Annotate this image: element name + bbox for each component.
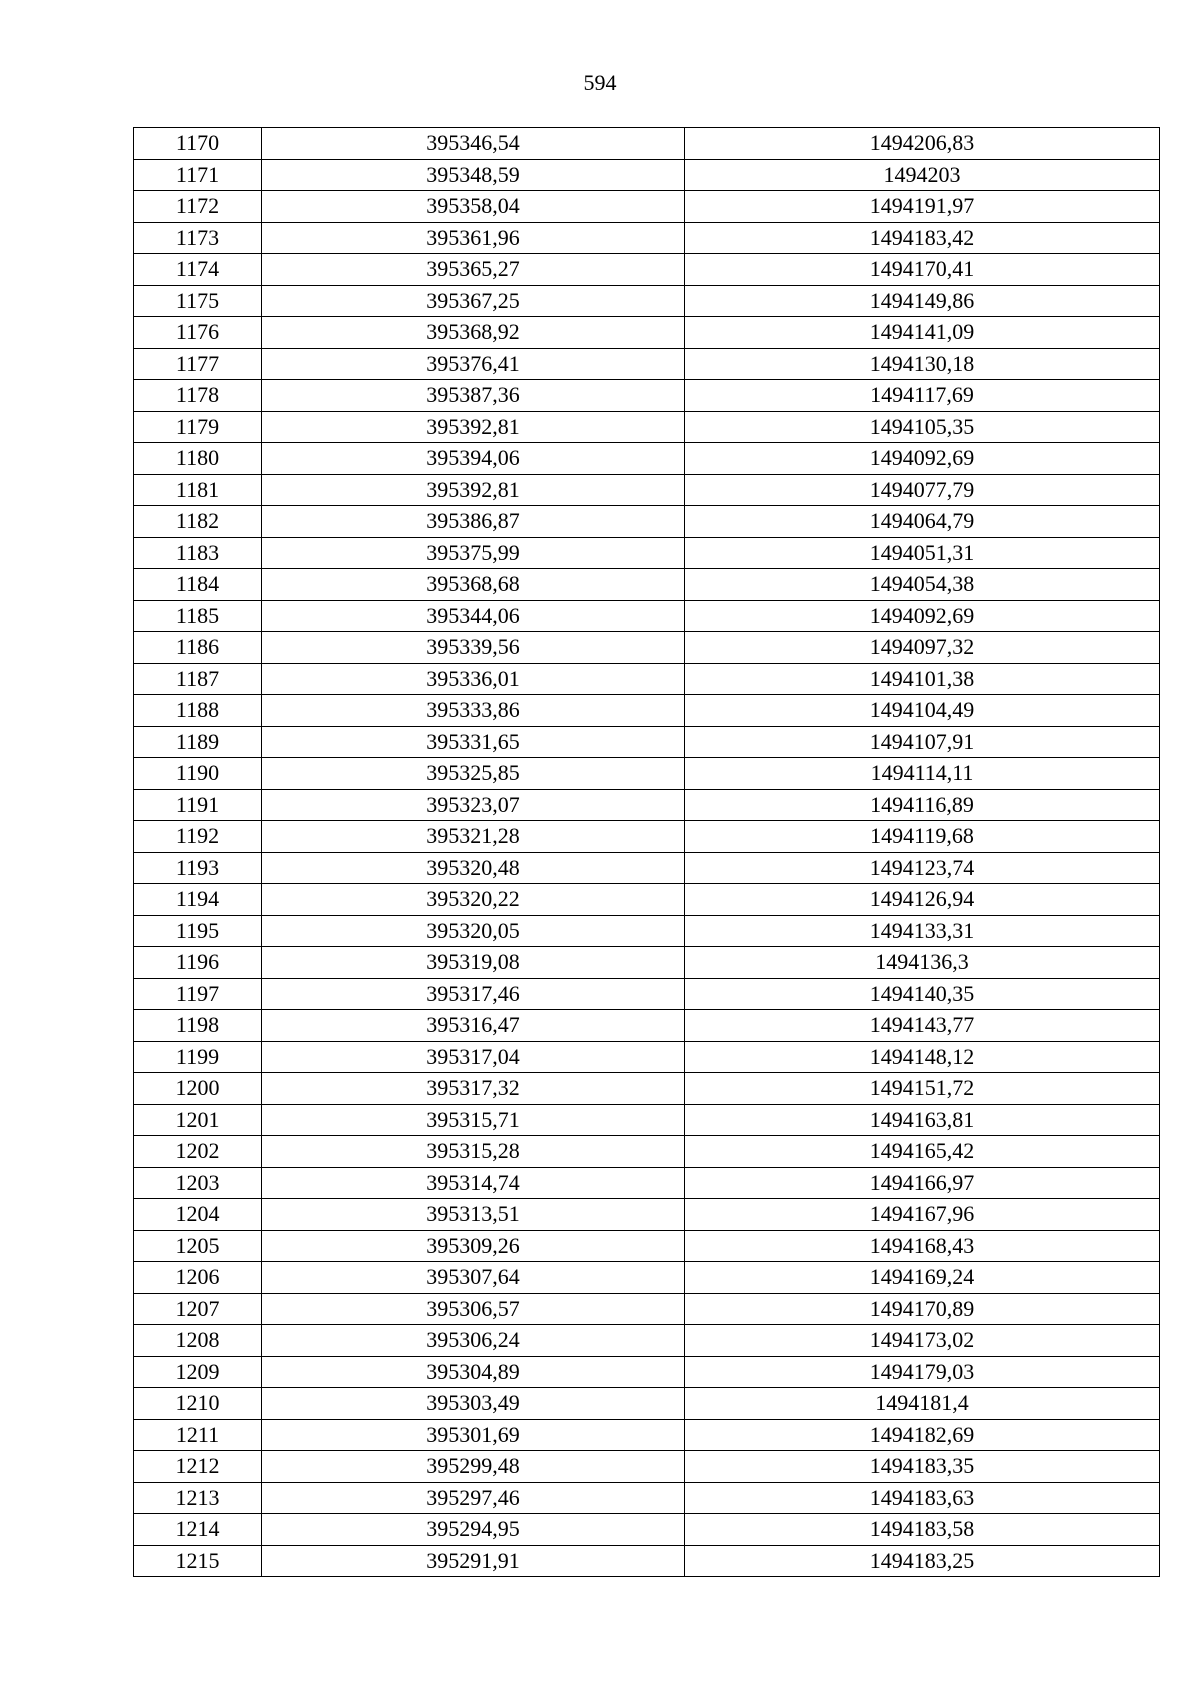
table-row bbox=[134, 1514, 1160, 1546]
point-number-cell: 1205 bbox=[134, 1230, 262, 1262]
table-row bbox=[134, 1073, 1160, 1105]
coordinates-table-body bbox=[134, 128, 1160, 1577]
table-row bbox=[134, 222, 1160, 254]
table-row bbox=[134, 1136, 1160, 1168]
table-row bbox=[134, 569, 1160, 601]
table-row bbox=[134, 1293, 1160, 1325]
table-row bbox=[134, 474, 1160, 506]
table-row bbox=[134, 411, 1160, 443]
table-row bbox=[134, 1545, 1160, 1577]
y-coordinate-cell: 1494141,09 bbox=[685, 317, 1160, 349]
y-coordinate-cell: 1494148,12 bbox=[685, 1041, 1160, 1073]
table-row bbox=[134, 191, 1160, 223]
coordinates-table bbox=[133, 127, 1160, 1577]
x-coordinate-cell: 395375,99 bbox=[262, 537, 685, 569]
point-number-cell: 1194 bbox=[134, 884, 262, 916]
table-row bbox=[134, 1104, 1160, 1136]
point-number-cell: 1174 bbox=[134, 254, 262, 286]
x-coordinate-cell: 395344,06 bbox=[262, 600, 685, 632]
x-coordinate-cell: 395336,01 bbox=[262, 663, 685, 695]
point-number-cell: 1188 bbox=[134, 695, 262, 727]
table-row bbox=[134, 695, 1160, 727]
point-number-cell: 1203 bbox=[134, 1167, 262, 1199]
y-coordinate-cell: 1494183,58 bbox=[685, 1514, 1160, 1546]
x-coordinate-cell: 395325,85 bbox=[262, 758, 685, 790]
table-row bbox=[134, 632, 1160, 664]
y-coordinate-cell: 1494183,25 bbox=[685, 1545, 1160, 1577]
page-number: 594 bbox=[583, 70, 617, 95]
y-coordinate-cell: 1494151,72 bbox=[685, 1073, 1160, 1105]
y-coordinate-cell: 1494116,89 bbox=[685, 789, 1160, 821]
y-coordinate-cell: 1494104,49 bbox=[685, 695, 1160, 727]
table-row bbox=[134, 254, 1160, 286]
point-number-cell: 1201 bbox=[134, 1104, 262, 1136]
y-coordinate-cell: 1494165,42 bbox=[685, 1136, 1160, 1168]
table-row bbox=[134, 758, 1160, 790]
y-coordinate-cell: 1494140,35 bbox=[685, 978, 1160, 1010]
x-coordinate-cell: 395314,74 bbox=[262, 1167, 685, 1199]
table-row bbox=[134, 663, 1160, 695]
point-number-cell: 1192 bbox=[134, 821, 262, 853]
y-coordinate-cell: 1494183,35 bbox=[685, 1451, 1160, 1483]
x-coordinate-cell: 395339,56 bbox=[262, 632, 685, 664]
table-row bbox=[134, 317, 1160, 349]
table-row bbox=[134, 852, 1160, 884]
point-number-cell: 1187 bbox=[134, 663, 262, 695]
point-number-cell: 1211 bbox=[134, 1419, 262, 1451]
y-coordinate-cell: 1494107,91 bbox=[685, 726, 1160, 758]
x-coordinate-cell: 395392,81 bbox=[262, 411, 685, 443]
table-row bbox=[134, 1167, 1160, 1199]
y-coordinate-cell: 1494179,03 bbox=[685, 1356, 1160, 1388]
x-coordinate-cell: 395307,64 bbox=[262, 1262, 685, 1294]
table-row bbox=[134, 1230, 1160, 1262]
x-coordinate-cell: 395319,08 bbox=[262, 947, 685, 979]
y-coordinate-cell: 1494182,69 bbox=[685, 1419, 1160, 1451]
table-row bbox=[134, 128, 1160, 160]
y-coordinate-cell: 1494105,35 bbox=[685, 411, 1160, 443]
point-number-cell: 1198 bbox=[134, 1010, 262, 1042]
y-coordinate-cell: 1494130,18 bbox=[685, 348, 1160, 380]
x-coordinate-cell: 395291,91 bbox=[262, 1545, 685, 1577]
x-coordinate-cell: 395301,69 bbox=[262, 1419, 685, 1451]
point-number-cell: 1199 bbox=[134, 1041, 262, 1073]
x-coordinate-cell: 395361,96 bbox=[262, 222, 685, 254]
table-row bbox=[134, 821, 1160, 853]
x-coordinate-cell: 395386,87 bbox=[262, 506, 685, 538]
y-coordinate-cell: 1494173,02 bbox=[685, 1325, 1160, 1357]
point-number-cell: 1200 bbox=[134, 1073, 262, 1105]
point-number-cell: 1176 bbox=[134, 317, 262, 349]
point-number-cell: 1206 bbox=[134, 1262, 262, 1294]
y-coordinate-cell: 1494181,4 bbox=[685, 1388, 1160, 1420]
table-row bbox=[134, 506, 1160, 538]
y-coordinate-cell: 1494136,3 bbox=[685, 947, 1160, 979]
y-coordinate-cell: 1494191,97 bbox=[685, 191, 1160, 223]
x-coordinate-cell: 395331,65 bbox=[262, 726, 685, 758]
x-coordinate-cell: 395317,04 bbox=[262, 1041, 685, 1073]
x-coordinate-cell: 395368,68 bbox=[262, 569, 685, 601]
x-coordinate-cell: 395320,22 bbox=[262, 884, 685, 916]
y-coordinate-cell: 1494126,94 bbox=[685, 884, 1160, 916]
point-number-cell: 1208 bbox=[134, 1325, 262, 1357]
x-coordinate-cell: 395299,48 bbox=[262, 1451, 685, 1483]
point-number-cell: 1202 bbox=[134, 1136, 262, 1168]
y-coordinate-cell: 1494170,41 bbox=[685, 254, 1160, 286]
table-row bbox=[134, 1356, 1160, 1388]
x-coordinate-cell: 395346,54 bbox=[262, 128, 685, 160]
y-coordinate-cell: 1494206,83 bbox=[685, 128, 1160, 160]
x-coordinate-cell: 395313,51 bbox=[262, 1199, 685, 1231]
x-coordinate-cell: 395323,07 bbox=[262, 789, 685, 821]
y-coordinate-cell: 1494143,77 bbox=[685, 1010, 1160, 1042]
x-coordinate-cell: 395320,48 bbox=[262, 852, 685, 884]
point-number-cell: 1171 bbox=[134, 159, 262, 191]
point-number-cell: 1181 bbox=[134, 474, 262, 506]
y-coordinate-cell: 1494167,96 bbox=[685, 1199, 1160, 1231]
table-row bbox=[134, 1262, 1160, 1294]
table-row bbox=[134, 380, 1160, 412]
point-number-cell: 1197 bbox=[134, 978, 262, 1010]
y-coordinate-cell: 1494114,11 bbox=[685, 758, 1160, 790]
point-number-cell: 1210 bbox=[134, 1388, 262, 1420]
point-number-cell: 1195 bbox=[134, 915, 262, 947]
table-row bbox=[134, 285, 1160, 317]
point-number-cell: 1175 bbox=[134, 285, 262, 317]
y-coordinate-cell: 1494163,81 bbox=[685, 1104, 1160, 1136]
y-coordinate-cell: 1494077,79 bbox=[685, 474, 1160, 506]
x-coordinate-cell: 395316,47 bbox=[262, 1010, 685, 1042]
point-number-cell: 1182 bbox=[134, 506, 262, 538]
table-row bbox=[134, 443, 1160, 475]
y-coordinate-cell: 1494133,31 bbox=[685, 915, 1160, 947]
y-coordinate-cell: 1494168,43 bbox=[685, 1230, 1160, 1262]
table-row bbox=[134, 1325, 1160, 1357]
table-row bbox=[134, 1388, 1160, 1420]
point-number-cell: 1191 bbox=[134, 789, 262, 821]
y-coordinate-cell: 1494183,42 bbox=[685, 222, 1160, 254]
point-number-cell: 1190 bbox=[134, 758, 262, 790]
point-number-cell: 1186 bbox=[134, 632, 262, 664]
x-coordinate-cell: 395294,95 bbox=[262, 1514, 685, 1546]
x-coordinate-cell: 395303,49 bbox=[262, 1388, 685, 1420]
point-number-cell: 1207 bbox=[134, 1293, 262, 1325]
x-coordinate-cell: 395306,57 bbox=[262, 1293, 685, 1325]
table-row bbox=[134, 1199, 1160, 1231]
point-number-cell: 1215 bbox=[134, 1545, 262, 1577]
y-coordinate-cell: 1494166,97 bbox=[685, 1167, 1160, 1199]
point-number-cell: 1183 bbox=[134, 537, 262, 569]
table-row bbox=[134, 726, 1160, 758]
point-number-cell: 1196 bbox=[134, 947, 262, 979]
point-number-cell: 1180 bbox=[134, 443, 262, 475]
y-coordinate-cell: 1494092,69 bbox=[685, 600, 1160, 632]
x-coordinate-cell: 395309,26 bbox=[262, 1230, 685, 1262]
y-coordinate-cell: 1494054,38 bbox=[685, 569, 1160, 601]
y-coordinate-cell: 1494169,24 bbox=[685, 1262, 1160, 1294]
x-coordinate-cell: 395321,28 bbox=[262, 821, 685, 853]
y-coordinate-cell: 1494117,69 bbox=[685, 380, 1160, 412]
point-number-cell: 1204 bbox=[134, 1199, 262, 1231]
point-number-cell: 1172 bbox=[134, 191, 262, 223]
y-coordinate-cell: 1494064,79 bbox=[685, 506, 1160, 538]
table-row bbox=[134, 947, 1160, 979]
y-coordinate-cell: 1494092,69 bbox=[685, 443, 1160, 475]
x-coordinate-cell: 395392,81 bbox=[262, 474, 685, 506]
point-number-cell: 1209 bbox=[134, 1356, 262, 1388]
point-number-cell: 1173 bbox=[134, 222, 262, 254]
x-coordinate-cell: 395304,89 bbox=[262, 1356, 685, 1388]
x-coordinate-cell: 395358,04 bbox=[262, 191, 685, 223]
table-row bbox=[134, 915, 1160, 947]
y-coordinate-cell: 1494097,32 bbox=[685, 632, 1160, 664]
table-row bbox=[134, 1482, 1160, 1514]
x-coordinate-cell: 395365,27 bbox=[262, 254, 685, 286]
y-coordinate-cell: 1494170,89 bbox=[685, 1293, 1160, 1325]
table-row bbox=[134, 884, 1160, 916]
y-coordinate-cell: 1494149,86 bbox=[685, 285, 1160, 317]
table-row bbox=[134, 978, 1160, 1010]
x-coordinate-cell: 395306,24 bbox=[262, 1325, 685, 1357]
point-number-cell: 1170 bbox=[134, 128, 262, 160]
x-coordinate-cell: 395315,71 bbox=[262, 1104, 685, 1136]
y-coordinate-cell: 1494051,31 bbox=[685, 537, 1160, 569]
point-number-cell: 1213 bbox=[134, 1482, 262, 1514]
y-coordinate-cell: 1494183,63 bbox=[685, 1482, 1160, 1514]
y-coordinate-cell: 1494101,38 bbox=[685, 663, 1160, 695]
table-row bbox=[134, 348, 1160, 380]
point-number-cell: 1178 bbox=[134, 380, 262, 412]
x-coordinate-cell: 395368,92 bbox=[262, 317, 685, 349]
x-coordinate-cell: 395297,46 bbox=[262, 1482, 685, 1514]
x-coordinate-cell: 395348,59 bbox=[262, 159, 685, 191]
table-row bbox=[134, 600, 1160, 632]
table-row bbox=[134, 1041, 1160, 1073]
x-coordinate-cell: 395317,46 bbox=[262, 978, 685, 1010]
point-number-cell: 1212 bbox=[134, 1451, 262, 1483]
table-row bbox=[134, 1451, 1160, 1483]
y-coordinate-cell: 1494203 bbox=[685, 159, 1160, 191]
x-coordinate-cell: 395333,86 bbox=[262, 695, 685, 727]
y-coordinate-cell: 1494119,68 bbox=[685, 821, 1160, 853]
y-coordinate-cell: 1494123,74 bbox=[685, 852, 1160, 884]
x-coordinate-cell: 395367,25 bbox=[262, 285, 685, 317]
table-row bbox=[134, 537, 1160, 569]
table-row bbox=[134, 159, 1160, 191]
point-number-cell: 1184 bbox=[134, 569, 262, 601]
point-number-cell: 1185 bbox=[134, 600, 262, 632]
x-coordinate-cell: 395315,28 bbox=[262, 1136, 685, 1168]
x-coordinate-cell: 395394,06 bbox=[262, 443, 685, 475]
point-number-cell: 1179 bbox=[134, 411, 262, 443]
x-coordinate-cell: 395387,36 bbox=[262, 380, 685, 412]
point-number-cell: 1214 bbox=[134, 1514, 262, 1546]
point-number-cell: 1189 bbox=[134, 726, 262, 758]
x-coordinate-cell: 395376,41 bbox=[262, 348, 685, 380]
table-row bbox=[134, 1010, 1160, 1042]
x-coordinate-cell: 395320,05 bbox=[262, 915, 685, 947]
table-row bbox=[134, 789, 1160, 821]
table-row bbox=[134, 1419, 1160, 1451]
point-number-cell: 1177 bbox=[134, 348, 262, 380]
x-coordinate-cell: 395317,32 bbox=[262, 1073, 685, 1105]
point-number-cell: 1193 bbox=[134, 852, 262, 884]
